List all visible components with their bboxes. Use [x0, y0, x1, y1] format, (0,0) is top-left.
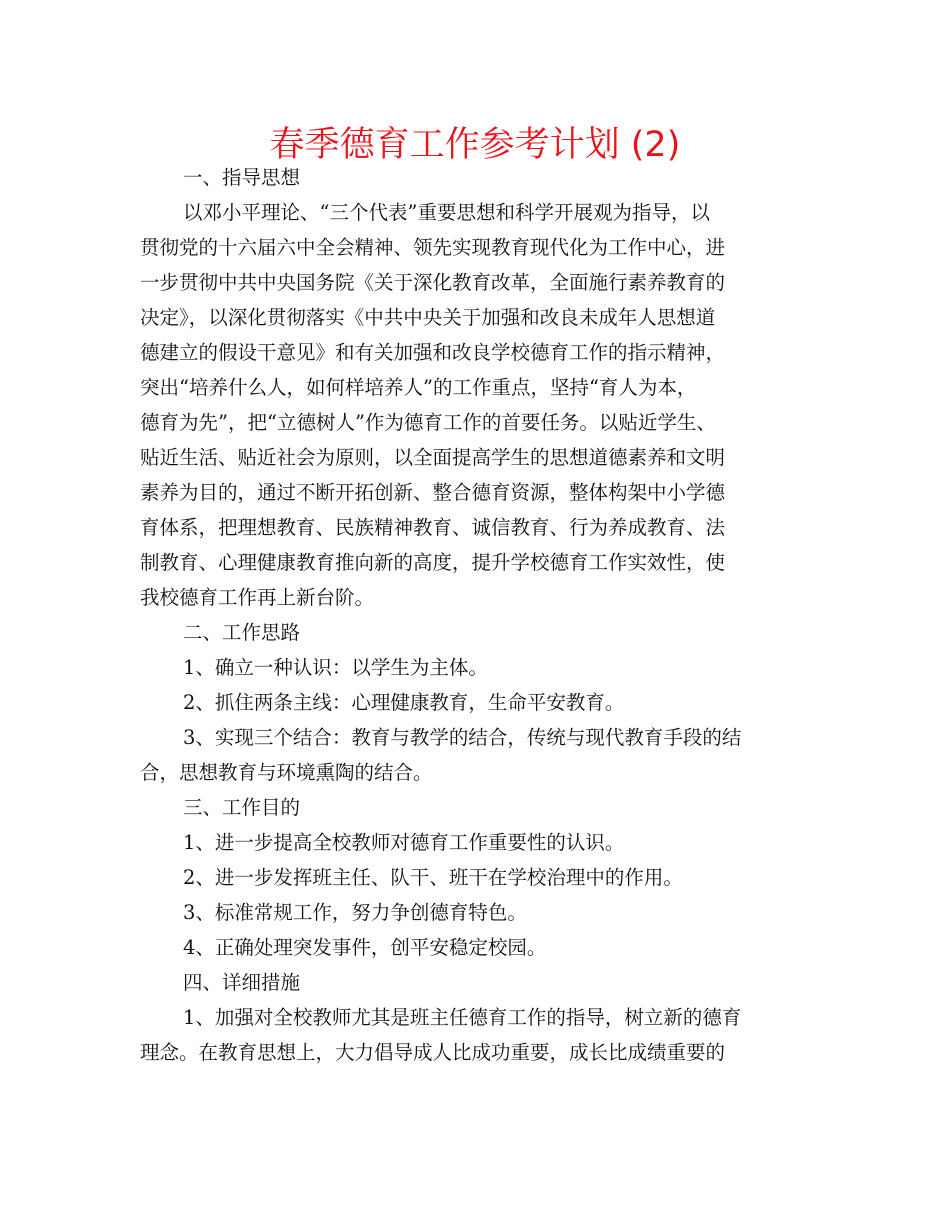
body-text-line: 1、确立一种认识：以学生为主体。	[183, 656, 488, 679]
body-text-line: 决定》，以深化贯彻落实《中共中央关于加强和改良未成年人思想道	[140, 306, 716, 329]
body-text-line: 突出“培养什么人，如何样培养人”的工作重点，坚持“育人为本，	[140, 376, 697, 399]
section-heading: 二、工作思路	[183, 621, 301, 644]
body-text-line: 1、进一步提高全校教师对德育工作重要性的认识。	[183, 831, 625, 854]
body-text-line: 我校德育工作再上新台阶。	[140, 586, 375, 609]
body-text-line: 3、实现三个结合：教育与教学的结合，传统与现代教育手段的结	[183, 726, 742, 749]
body-text-line: 贴近生活、贴近社会为原则，以全面提高学生的思想道德素养和文明	[140, 446, 726, 469]
body-text-line: 合，思想教育与环境熏陶的结合。	[140, 761, 433, 784]
body-text-line: 素养为目的，通过不断开拓创新、整合德育资源，整体构架中小学德	[140, 481, 726, 504]
body-text-line: 德建立的假设干意见》和有关加强和改良学校德育工作的指示精神，	[140, 341, 726, 364]
body-text-line: 4、正确处理突发事件，创平安稳定校园。	[183, 936, 547, 959]
body-text-line: 一步贯彻中共中央国务院《关于深化教育改革，全面施行素养教育的	[140, 271, 726, 294]
document-body	[140, 160, 820, 1070]
body-text-line: 2、抓住两条主线：心理健康教育，生命平安教育。	[183, 691, 625, 714]
section-heading: 三、工作目的	[183, 796, 301, 819]
body-text-line: 理念。在教育思想上，大力倡导成人比成功重要，成长比成绩重要的	[140, 1041, 726, 1064]
document-title: 春季德育工作参考计划 (2)	[269, 125, 681, 165]
body-text-line: 3、标准常规工作，努力争创德育特色。	[183, 901, 527, 924]
body-text-line: 贯彻党的十六届六中全会精神、领先实现教育现代化为工作中心，进	[140, 236, 726, 259]
body-text-line: 以邓小平理论、“三个代表”重要思想和科学开展观为指导，以	[183, 201, 710, 224]
body-text-line: 制教育、心理健康教育推向新的高度，提升学校德育工作实效性，使	[140, 551, 726, 574]
section-heading: 四、详细措施	[183, 971, 301, 994]
section-heading: 一、指导思想	[183, 166, 301, 189]
body-text-line: 育体系，把理想教育、民族精神教育、诚信教育、行为养成教育、法	[140, 516, 726, 539]
body-text-line: 1、加强对全校教师尤其是班主任德育工作的指导，树立新的德育	[183, 1006, 742, 1029]
body-text-line: 德育为先”，把“立德树人”作为德育工作的首要任务。以贴近学生、	[140, 411, 716, 434]
body-text-line: 2、进一步发挥班主任、队干、班干在学校治理中的作用。	[183, 866, 683, 889]
